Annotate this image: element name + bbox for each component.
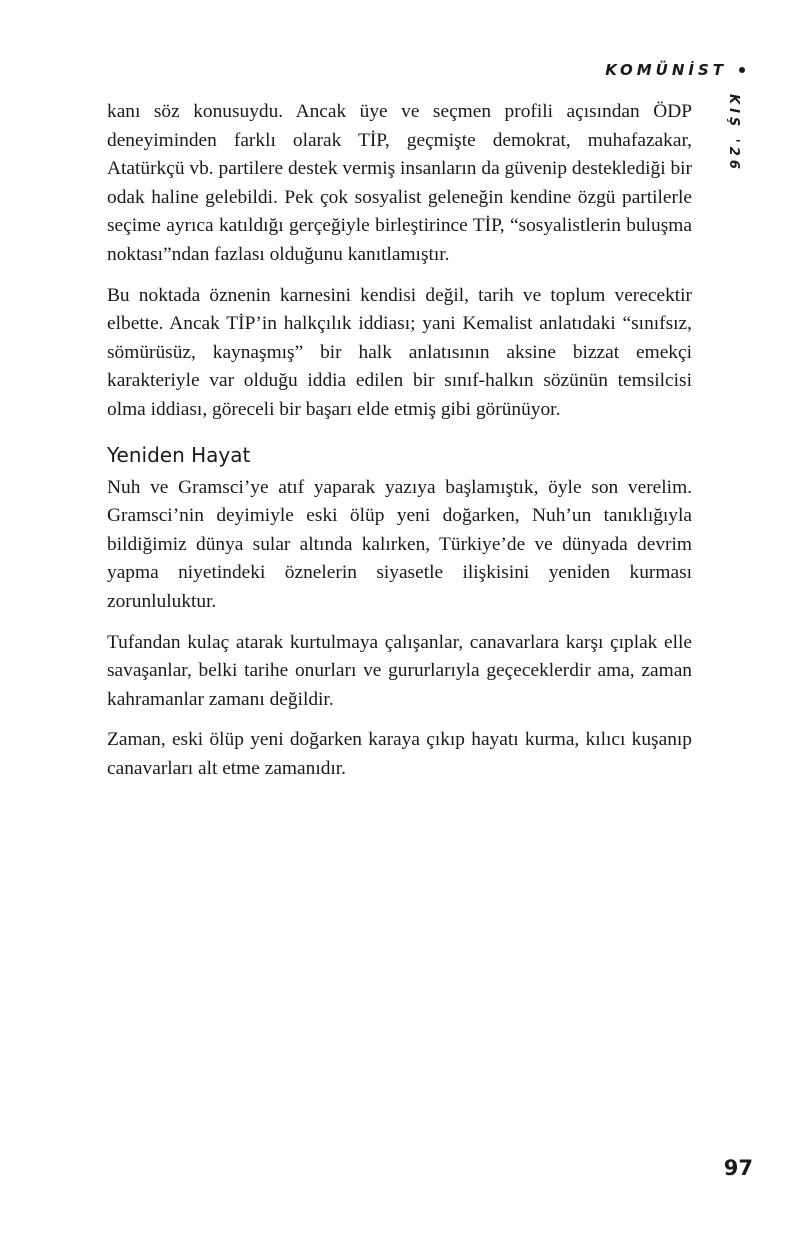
paragraph: Bu noktada öznenin karnesini kendisi değil, tarih ve toplum verecektir elbette. Ancak TİP’in halkçılık iddiası; yani Kemalist anlatıdaki “sınıfsız, sömürüsüz, kaynaşmış” bir halk anlatısının aksine bizzat emekçi karakteriyle var olduğu iddia edilen bir sınıf-halkın sözünün temsilcisi olma iddiası, göreceli bir başarı elde etmiş gibi görünüyor. [107, 284, 692, 420]
paragraph: Tufandan kulaç atarak kurtulmaya çalışanlar, canavarlara karşı çıplak elle savaşanlar, belki tarihe onurları ve gururlarıyla geçeceklerdir ama, zaman kahramanlar zamanı değildir. [107, 631, 692, 710]
paragraph: Nuh ve Gramsci’ye atıf yaparak yazıya başlamıştık, öyle son verelim. Gramsci’nin deyimiyle eski ölüp yeni doğarken, Nuh’un tanıklığıyla bildiğimiz dünya sular altında kalırken, Türkiye’de ve dünyada devrim yapma niyetindeki öznelerin siyasetle ilişkisini yeniden kurması zorunluluktur. [107, 476, 692, 612]
magazine-title: KOMÜNİST [605, 61, 727, 79]
section-heading: Yeniden Hayat [107, 442, 251, 467]
running-head [605, 61, 745, 79]
page-number: 97 [723, 1156, 753, 1180]
paragraph: Zaman, eski ölüp yeni doğarken karaya çıkıp hayatı kurma, kılıcı kuşanıp canavarları alt etme zamanıdır. [107, 729, 692, 779]
paragraph: kanı söz konusuydu. Ancak üye ve seçmen profili açısından ÖDP deneyiminden farklı olarak TİP, geçmişte demokrat, muhafazakar, Atatürkçü vb. partilere destek vermiş insanların da güvenip desteklediği bir odak haline gelebildi. Pek çok sosyalist geleneğin kendine özgü partilerle seçime ayrıca katıldığı gerçeğiyle birleştirince TİP, “sosyalistlerin buluşma noktası”ndan fazlası olduğunu kanıtlamıştır. [107, 101, 692, 265]
bullet-icon [739, 67, 745, 73]
issue-label: KIŞ '26 [726, 94, 741, 173]
article-body [107, 98, 692, 795]
